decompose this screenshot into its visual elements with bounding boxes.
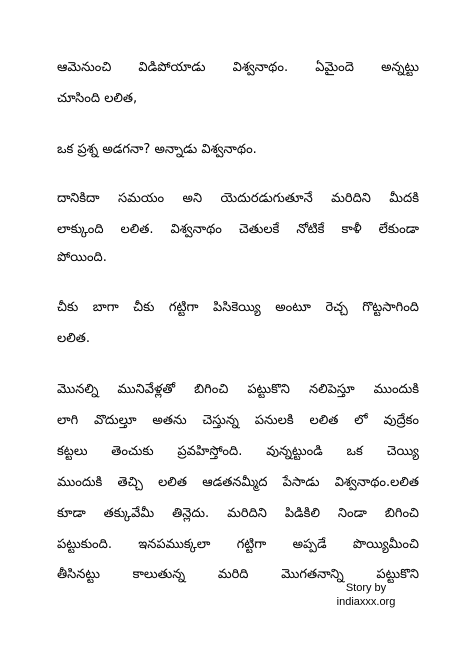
paragraph-5-line-1: మొనల్ని మునివేళ్లతో బిగించి పట్టుకొని నలిపెస్తూ ముందుకి <box>57 382 419 397</box>
paragraph-4-line-2: లలిత. <box>57 331 90 346</box>
paragraph-5-line-7: తీసినట్టు కాలుతున్న మరిది మొగతనాన్ని పట్టుకొని <box>57 567 419 582</box>
paragraph-1-line-1: ఆమెనుంచి విడిపోయాడు విశ్వనాథం. ఏమైందె అన్నట్టు <box>57 60 419 75</box>
paragraph-3-line-3: పోయింది. <box>57 250 107 265</box>
paragraph-2-line-1: ఒక ప్రశ్న అడగనా? అన్నాడు విశ్వనాథం. <box>57 142 257 157</box>
paragraph-5-line-5: కూడా తక్కువేమీ తిన్లెదు. మరిదిని పిడికిలి నిండా బిగించి <box>57 506 419 521</box>
footer-credit-line-2: indiaxxx.org <box>336 596 396 608</box>
paragraph-5-line-3: కట్టలు తెంచుకు ప్రవహిస్తోంది. వున్నట్టుండి ఒక చెయ్యి <box>57 444 419 459</box>
paragraph-4-line-1: చీకు బాగా చీకు గట్టిగా పిసికెయ్యి అంటూ రెచ్చ గొట్టసాగింది <box>57 300 419 315</box>
paragraph-1-line-2: చూసింది లలిత, <box>57 91 138 106</box>
paragraph-3-line-2: లాక్కుంది లలిత. విశ్వనాథం చెతులకే నోటికే కాళీ లేకుండా <box>57 222 419 237</box>
paragraph-5-line-2: లాగి వొదుల్తూ అతను చెస్తున్న పనులకి లలిత లో వుద్రేకం <box>57 413 419 428</box>
paragraph-5-line-4: ముందుకి తెచ్చి లలిత ఆడతనమ్మీద పేసాడు విశ్వనాథం.లలిత <box>57 475 419 490</box>
footer-credit-line-1: Story by <box>345 582 387 594</box>
paragraph-3-line-1: దానికిదా సమయం అని యెదురడుగుతూనే మరిదిని మీదకి <box>57 191 419 206</box>
paragraph-5-line-6: పట్టుకుంది. ఇనపముక్కలా గట్టిగా అప్పడే పొయ్యిమీంచి <box>57 537 419 552</box>
